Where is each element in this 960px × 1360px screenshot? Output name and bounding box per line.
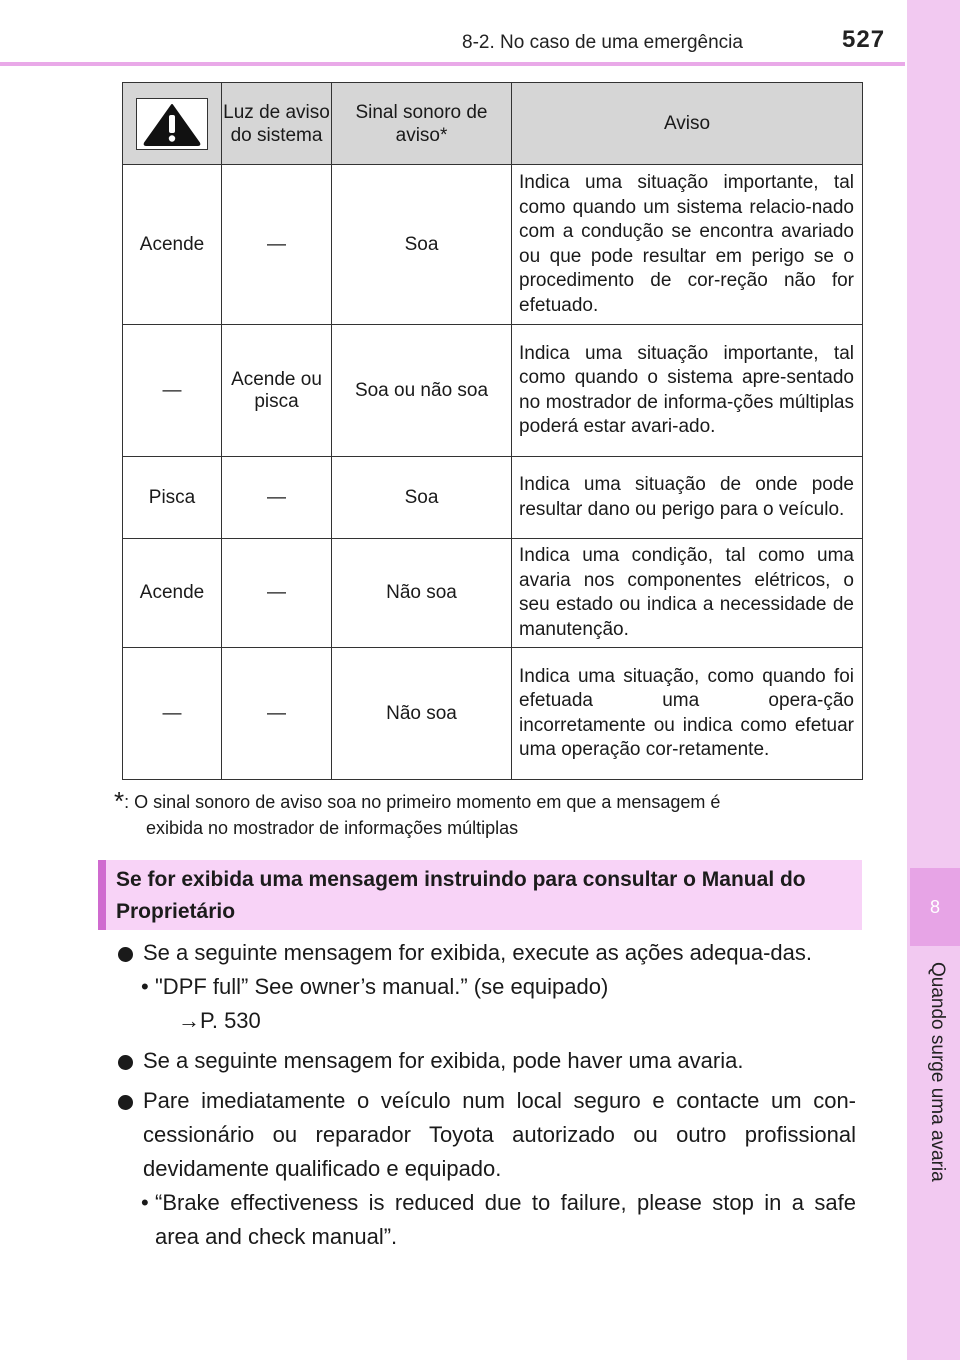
icon-state-cell: — (123, 325, 222, 457)
page-number: 527 (842, 26, 886, 53)
bullet-icon (118, 947, 133, 962)
list-item (118, 936, 856, 970)
footnote (114, 788, 862, 841)
bullet-text: Se a seguinte mensagem for exibida, pode haver uma avaria. (143, 1048, 744, 1073)
table-row (123, 539, 863, 648)
table-row (123, 165, 863, 325)
header-system-light: Luz de aviso do sistema (222, 83, 332, 165)
system-light-cell: Acende ou pisca (222, 325, 332, 457)
icon-state-cell: — (123, 648, 222, 780)
warning-table (122, 82, 863, 780)
table-row (123, 325, 863, 457)
bullet-icon (118, 1055, 133, 1070)
sub-item (118, 1186, 856, 1254)
chapter-number: 8 (910, 868, 960, 946)
system-light-cell: — (222, 648, 332, 780)
buzzer-cell: Soa ou não soa (332, 325, 512, 457)
sub-item (118, 970, 856, 1004)
header-warning: Aviso (512, 83, 863, 165)
sub-item-text: “Brake effectiveness is reduced due to failure, please stop in a safe area and check manual”. (155, 1190, 856, 1249)
chapter-title: Quando surge uma avaria (927, 962, 948, 1182)
description-cell: Indica uma condição, tal como uma avaria nos componentes elétricos, o seu estado ou indica a necessidade de manutenção. (512, 539, 863, 648)
icon-state-cell: Acende (123, 165, 222, 325)
table-row (123, 457, 863, 539)
icon-state-cell: Pisca (123, 457, 222, 539)
buzzer-cell: Não soa (332, 648, 512, 780)
system-light-cell: — (222, 539, 332, 648)
description-cell: Indica uma situação importante, tal como quando um sistema relacio-nado com a condução se encontra avariado ou que pode resultar em perigo se o procedimento de cor-reção não for efetuado. (512, 165, 863, 325)
description-cell: Indica uma situação importante, tal como quando o sistema apre-sentado no mostrador de informa-ções múltiplas poderá estar avari-ado. (512, 325, 863, 457)
system-light-cell: — (222, 165, 332, 325)
footnote-marker: * (114, 786, 125, 816)
warning-icon-frame (136, 98, 208, 150)
callout-accent-bar (98, 860, 106, 930)
buzzer-cell: Soa (332, 457, 512, 539)
sub-bullet-icon: • (141, 974, 149, 999)
header-icon-cell (123, 83, 222, 165)
buzzer-cell: Soa (332, 165, 512, 325)
header-buzzer: Sinal sonoro de aviso* (332, 83, 512, 165)
footnote-text-continued: exibida no mostrador de informações múltiplas (146, 818, 519, 838)
description-cell: Indica uma situação, como quando foi efetuada uma opera-ção incorretamente ou indica como efetuar uma operação cor-retamente. (512, 648, 863, 780)
header-divider (0, 62, 905, 66)
page-reference-link[interactable]: →P. 530 (178, 1008, 261, 1033)
list-item (118, 1044, 856, 1078)
footnote-text: : O sinal sonoro de aviso soa no primeiro momento em que a mensagem é (124, 792, 721, 812)
bullet-text: Pare imediatamente o veículo num local seguro e contacte um con-cessionário ou reparador Toyota autorizado ou outro profissional devidamente qualificado e equipado. (143, 1088, 856, 1181)
section-callout (98, 860, 862, 930)
footnote-line (114, 788, 862, 815)
bullet-text: Se a seguinte mensagem for exibida, execute as ações adequa-das. (143, 940, 812, 965)
system-light-cell: — (222, 457, 332, 539)
warning-triangle-icon (142, 102, 202, 146)
sub-bullet-icon: • (141, 1190, 149, 1215)
table-header-row (123, 83, 863, 165)
body-content (118, 936, 856, 1254)
buzzer-cell: Não soa (332, 539, 512, 648)
section-title: 8-2. No caso de uma emergência (462, 32, 743, 53)
table-row (123, 648, 863, 780)
sub-item-text: "DPF full” See owner’s manual.” (se equipado) (155, 974, 609, 999)
icon-state-cell: Acende (123, 539, 222, 648)
description-cell: Indica uma situação de onde pode resultar dano ou perigo para o veículo. (512, 457, 863, 539)
list-item (118, 1084, 856, 1186)
callout-title: Se for exibida uma mensagem instruindo para consultar o Manual do Proprietário (116, 868, 806, 923)
bullet-icon (118, 1095, 133, 1110)
